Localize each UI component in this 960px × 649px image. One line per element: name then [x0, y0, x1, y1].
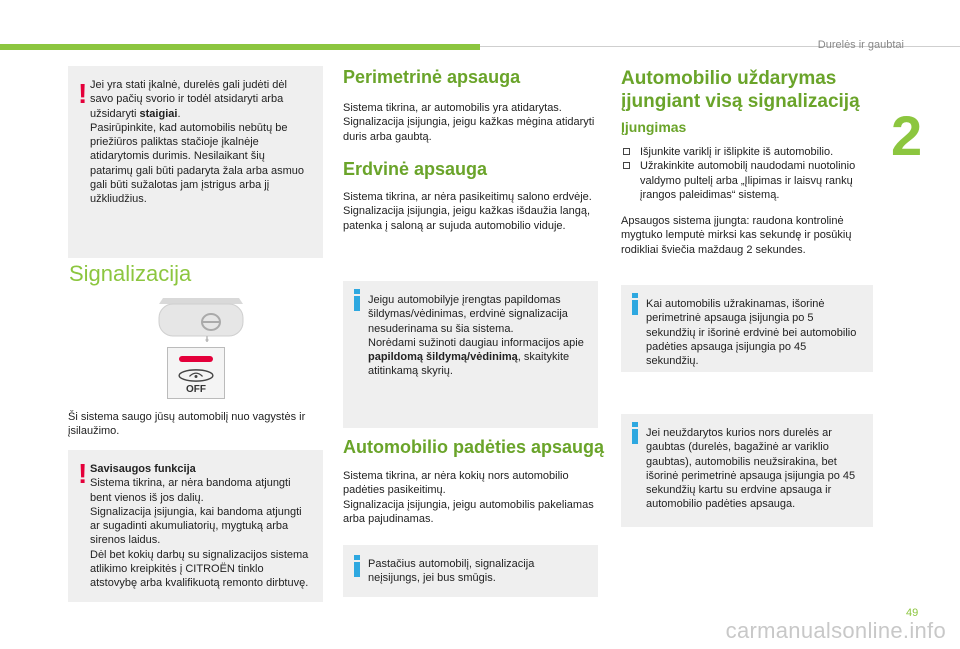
self-protection-text: Sistema tikrina, ar nėra bandoma atjungti bent vienos iš jos dalių. Signalizacija įsijungia, kai bandoma atjungti ar sugadinti akumuliatorių, mygtuką arba sirenos laidus. Dėl bet kokių darbų su signalizacijos sistema atlikimo kreipkitės į CITROËN tinklo atstovybę arba kvalifikuotą remonto dirbtuvę.: [90, 477, 309, 590]
warning-box-self-protection: [68, 450, 323, 602]
info-box-open-door: [621, 414, 873, 527]
info-icon: [354, 555, 360, 577]
perimeter-text: Sistema tikrina, ar automobilis yra atidarytas. Signalizacija įsijungia, jeigu kažkas mėgina atidaryti duris arba gaubtą.: [343, 102, 595, 143]
info-lock-timing-text: Kai automobilis užrakinamas, išorinė perimetrinė apsauga įsijungia po 5 sekundžių ir išorinė erdvinė bei automobilio padėties apsauga įsijungia po 45 sekundžių.: [646, 298, 857, 368]
tilt-text: Sistema tikrina, ar nėra kokių nors automobilio padėties pasikeitimų. Signalizacija įsijungia, jeigu automobilis pakeliamas arba pajudinamas.: [343, 470, 594, 525]
signalizacija-intro: Ši sistema saugo jūsų automobilį nuo vagystės ir įsilaužimo.: [68, 411, 306, 438]
warning-icon: !: [78, 78, 88, 109]
perimeter-title: Perimetrinė apsauga: [343, 67, 521, 87]
alarm-off-button-icon: [167, 347, 225, 399]
lock-full-alarm-title: Automobilio uždarymas įjungiant visą signalizaciją: [621, 68, 860, 112]
tilt-title: Automobilio padėties apsaugą: [343, 437, 605, 457]
off-label: OFF: [186, 384, 206, 395]
chapter-number: 2: [891, 104, 923, 167]
volumetric-text: Sistema tikrina, ar nėra pasikeitimų salono erdvėje. Signalizacija įsijungia, jeigu kažkas išdaužia langą, patenka į saloną ar sujuda automobilio viduje.: [343, 191, 592, 232]
info-box-impact: [343, 545, 598, 597]
checkbox-bullet-icon: [623, 162, 630, 169]
activation-steps: [621, 145, 879, 202]
car-sensor-icon: [177, 368, 215, 383]
self-protection-title: Savisaugos funkcija: [90, 463, 196, 475]
warning-icon: !: [78, 458, 88, 489]
list-item: Išjunkite variklį ir išlipkite iš automobilio.: [621, 145, 879, 159]
activation-after-text: Apsaugos sistema įjungta: raudona kontrolinė mygtuko lemputė mirksi kas sekundę ir posūkių rodikliai šviečia maždaug 2 sekundes.: [621, 215, 852, 256]
info-open-door-text: Jei neuždarytos kurios nors durelės ar gaubtas (durelės, bagažinė ar variklio gaubtas), automobilis neužsirakina, bet išorinė perimetrinė apsauga įsijungia po 45 sekundžių kartu su erdvine apsauga ir automobilio padėties apsauga.: [646, 427, 856, 511]
activation-subtitle: Įjungimas: [621, 119, 687, 135]
alarm-led: [179, 356, 213, 362]
section-title-signalizacija: Signalizacija: [69, 261, 192, 286]
checkbox-bullet-icon: [623, 148, 630, 155]
page-number: 49: [906, 607, 919, 619]
warning-box-slope: [68, 66, 323, 258]
info-icon: [354, 289, 360, 311]
watermark: carmanualsonline.info: [725, 618, 946, 643]
info-icon: [632, 293, 638, 315]
chapter-title: Durelės ir gaubtai: [817, 39, 904, 51]
info-box-heating: [343, 281, 598, 428]
warning-slope-text: Jei yra stati įkalnė, durelės gali judėti dėl savo pačių svorio ir todėl atsidaryti arba užsidaryti staigiai. Pasirūpinkite, kad automobilis nebūtų be priežiūros paliktas stačioje įkalnėje atidarytomis durimis. Nesilaikant šių patarimų gali būti padaryta žala arba asmuo gali būti sužalotas jam įstrigus arba jį užkliudžius.: [90, 79, 305, 206]
info-icon: [632, 422, 638, 444]
volumetric-title: Erdvinė apsauga: [343, 159, 488, 179]
list-item: Užrakinkite automobilį naudodami nuotolinio valdymo pultelį arba „Įlipimas ir laisvų rankų įrangos paleidimas“ sistemą.: [621, 159, 879, 202]
info-impact-text: Pastačius automobilį, signalizacija neįsijungs, jei bus smūgis.: [368, 558, 535, 585]
info-box-lock-timing: [621, 285, 873, 372]
rearview-mirror-icon: [155, 296, 247, 344]
header-accent-bar: [0, 44, 480, 50]
info-heating-text: Jeigu automobilyje įrengtas papildomas šildymas/vėdinimas, erdvinė signalizacija nesuderinama su šia sistema. Norėdami sužinoti daugiau informacijos apie papildomą šildymą/vėdinimą, skaitykite atitinkamą skyrių.: [368, 294, 584, 378]
